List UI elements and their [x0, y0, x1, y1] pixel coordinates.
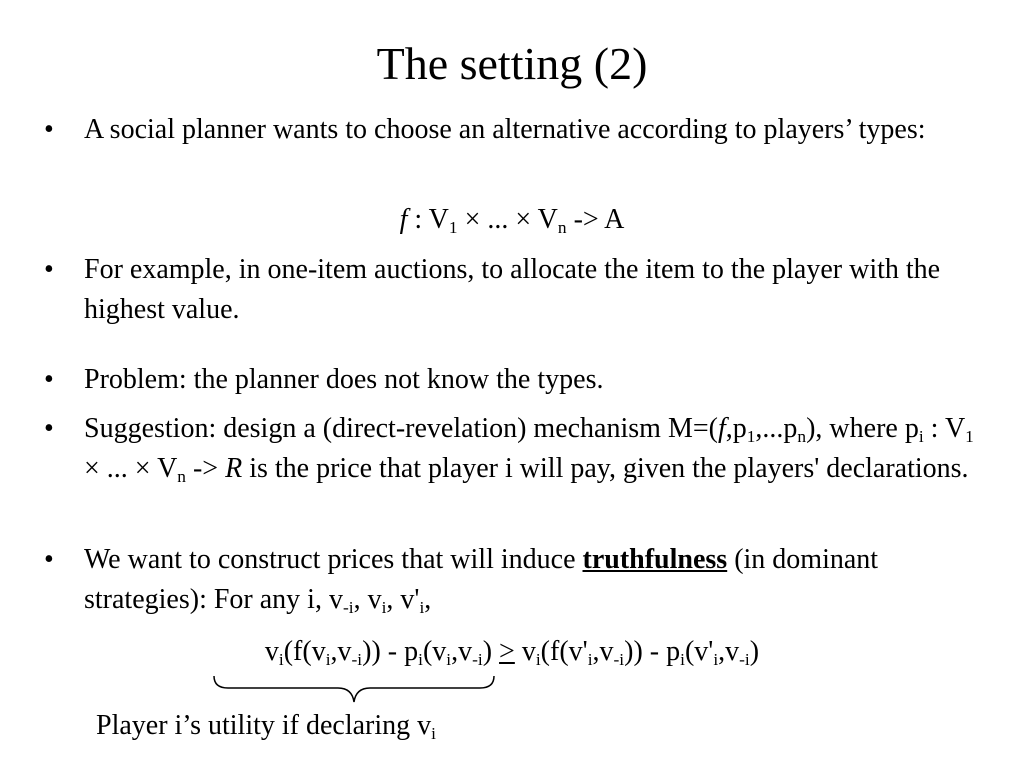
bullet-text: For example, in one-item auctions, to allocate the item to the player with the highest value.	[84, 254, 941, 325]
utility-caption: Player i’s utility if declaring $v_i$	[96, 710, 436, 743]
truthfulness-inequality: $v_i(f(v_i,v_{-i})) - p_i(v_i,v_{-i}) > v_i(f(v'_i,v_{-i})) - p_i(v'_i,v_{-i})$	[264, 636, 760, 669]
bullet-example-auction	[44, 250, 994, 330]
slide-title: The setting (2)	[376, 38, 648, 89]
truthfulness-emphasis: truthfulness	[582, 544, 728, 575]
bullet-dot: •	[44, 413, 54, 444]
bullet-text: We want to construct prices that will induce truthfulness (in dominant strategies): For any i, $v_{-i}$, $v_i$, $v'_i$,	[84, 544, 879, 617]
bullet-problem	[44, 360, 994, 400]
equation-social-choice-function: f : $V_1$ × ... × $V_n -> A$	[399, 204, 625, 237]
greater-equal-sign: >	[499, 636, 515, 667]
bullet-dot: •	[44, 544, 54, 575]
bullet-text: Suggestion: design a (direct-revelation) mechanism $M=(f,p_1,...p_n)$, where $p_i$ : $V_1$ × ... × $V_n -> R$ is the price that player i will pay, given the players' declarations.	[84, 413, 974, 486]
bullet-suggestion	[44, 409, 994, 489]
bullet-text: A social planner wants to choose an alternative according to players’ types:	[84, 114, 926, 145]
bullet-dot: •	[44, 254, 54, 285]
bullet-dot: •	[44, 364, 54, 395]
bullet-dot: •	[44, 114, 54, 145]
bullet-social-planner	[44, 110, 994, 150]
bullet-truthfulness	[44, 540, 994, 620]
underbrace-icon	[210, 674, 500, 706]
bullet-text: Problem: the planner does not know the types.	[84, 364, 604, 395]
